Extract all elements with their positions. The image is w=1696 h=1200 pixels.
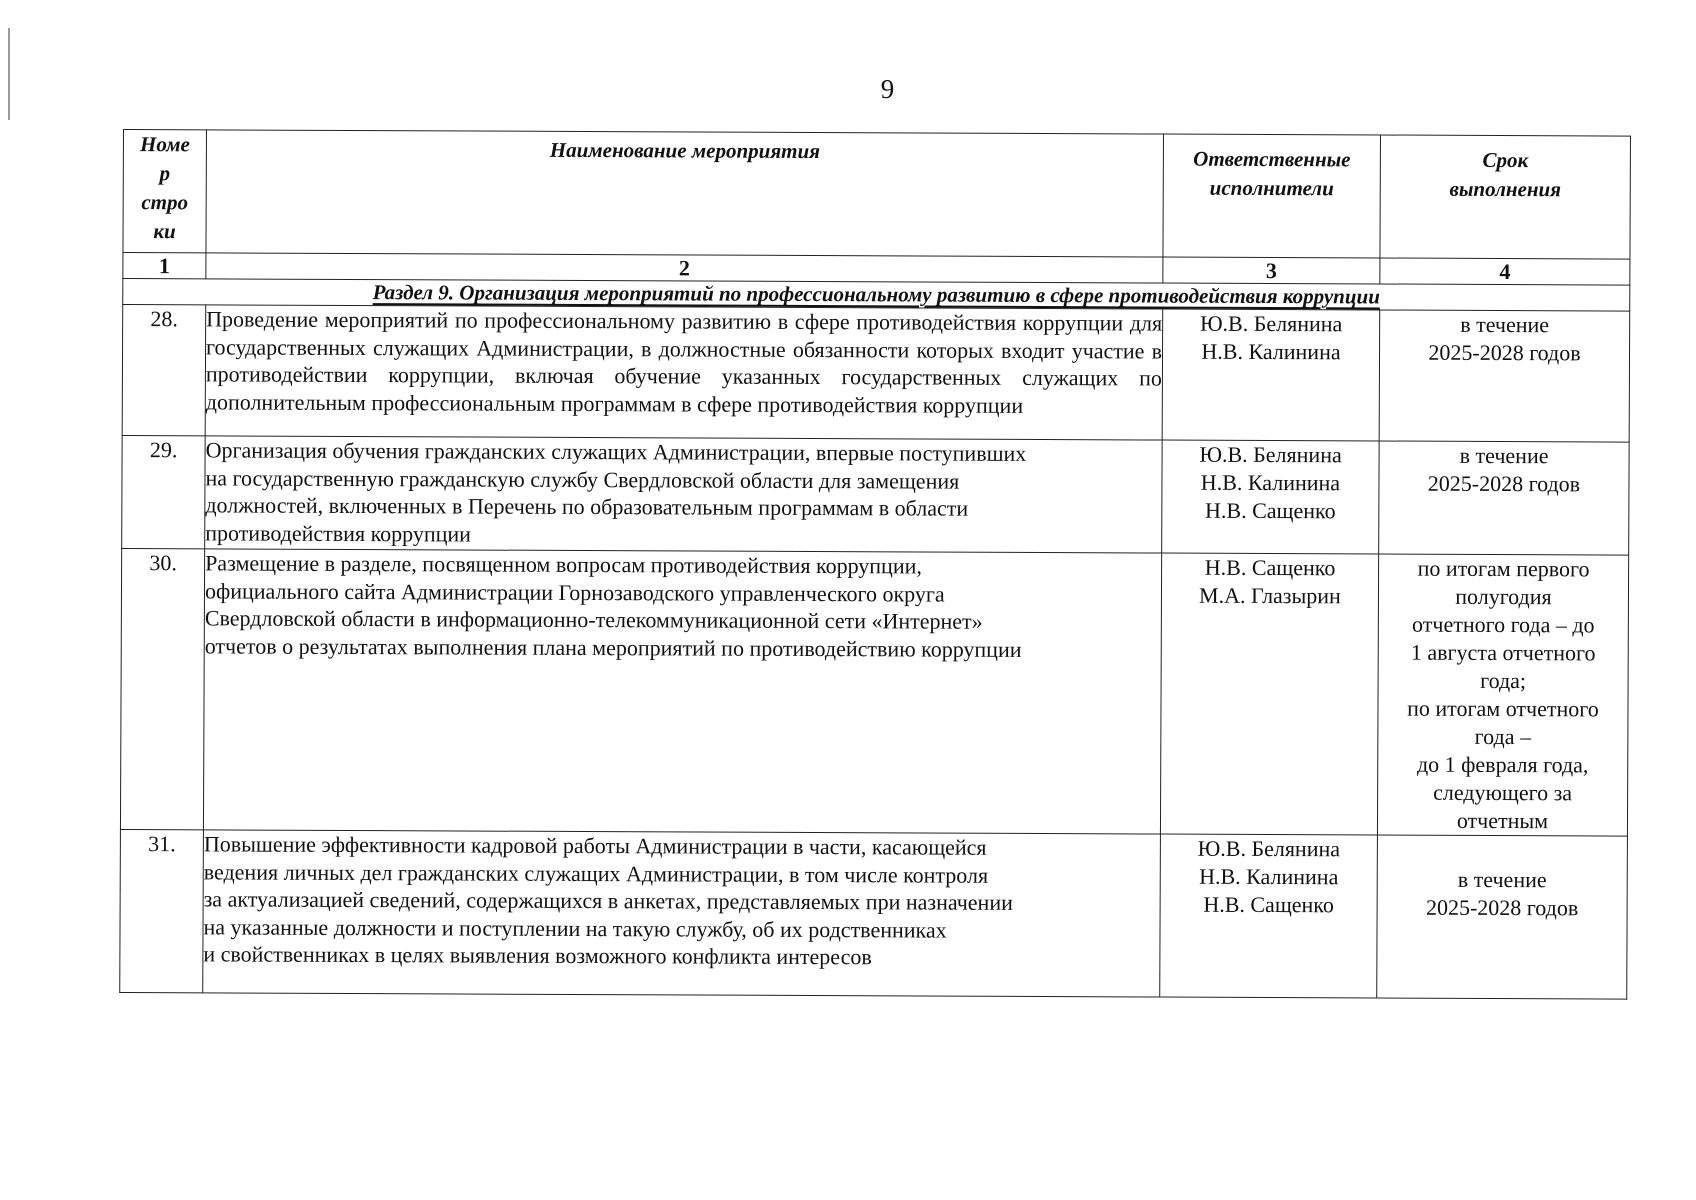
- measures-table: [119, 129, 1631, 1000]
- row-number: 29.: [122, 435, 205, 548]
- header-deadline: Срок выполнения: [1380, 135, 1631, 259]
- row-number: 30.: [120, 548, 204, 829]
- measure-name: Проведение мероприятий по профессиональному развитию в сфере противодействия коррупции для государственных служащих Администрации, в должностные обязанности которых входит участие в противодействии коррупции, включая обучение указанных государственных служащих по дополнительным профессиональным программам в сфере противодействия коррупции: [205, 305, 1163, 440]
- deadline: в течение 2025-2028 годов: [1377, 835, 1628, 999]
- header-row-number: Номе р стро ки: [123, 130, 207, 253]
- table-row: [120, 829, 1628, 999]
- row-number: 31.: [120, 829, 204, 992]
- table-header-row: [123, 130, 1631, 260]
- responsible-persons: Ю.В. Белянина Н.В. Калинина Н.В. Сащенко: [1160, 834, 1378, 998]
- table-row: [122, 305, 1630, 443]
- column-number: 4: [1380, 258, 1630, 285]
- measure-name: Повышение эффективности кадровой работы Администрации в части, касающейся ведения личных дел гражданских служащих Администрации, в том числе контроля за актуализацией сведений, содержащихся в анкетах, представляемых при назначении на указанные должности и поступлении на такую службу, об их родственниках и свойственниках в целях выявления возможного конфликта интересов: [203, 830, 1161, 997]
- deadline: в течение 2025-2028 годов: [1379, 310, 1630, 442]
- deadline: по итогам первого полугодия отчетного года – до 1 августа отчетного года; по итогам отчетного года – до 1 февраля года, следующего за отчетным: [1377, 554, 1628, 836]
- table-row: [120, 548, 1628, 836]
- column-number: 3: [1163, 257, 1380, 284]
- responsible-persons: Н.В. Сащенко М.А. Глазырин: [1160, 553, 1378, 835]
- responsible-persons: Ю.В. Белянина Н.В. Калинина: [1162, 309, 1380, 441]
- page-number: 9: [880, 74, 895, 104]
- header-responsible: Ответственные исполнители: [1163, 134, 1381, 258]
- section-title: Раздел 9. Организация мероприятий по профессиональному развитию в сфере противодействия коррупции: [372, 280, 1380, 309]
- column-number: 2: [206, 253, 1163, 283]
- deadline: в течение 2025-2028 годов: [1379, 441, 1629, 555]
- responsible-persons: Ю.В. Белянина Н.В. Калинина Н.В. Сащенко: [1162, 440, 1379, 554]
- measure-name: Размещение в разделе, посвященном вопросам противодействия коррупции, официального сайта Администрации Горнозаводского управленческого округа Свердловской области в информационно-телекоммуникационной сети «Интернет» отчетов о результатах выполнения плана мероприятий по противодействию коррупции: [203, 549, 1161, 834]
- column-number: 1: [123, 253, 206, 279]
- row-number: 28.: [122, 305, 206, 436]
- table-row: [122, 435, 1629, 555]
- header-measure-name: Наименование мероприятия: [206, 130, 1164, 257]
- measure-name: Организация обучения гражданских служащих Администрации, впервые поступивших на государственную гражданскую службу Свердловской области для замещения должностей, включенных в Перечень по образовательным программам в области противодействия коррупции: [205, 436, 1162, 553]
